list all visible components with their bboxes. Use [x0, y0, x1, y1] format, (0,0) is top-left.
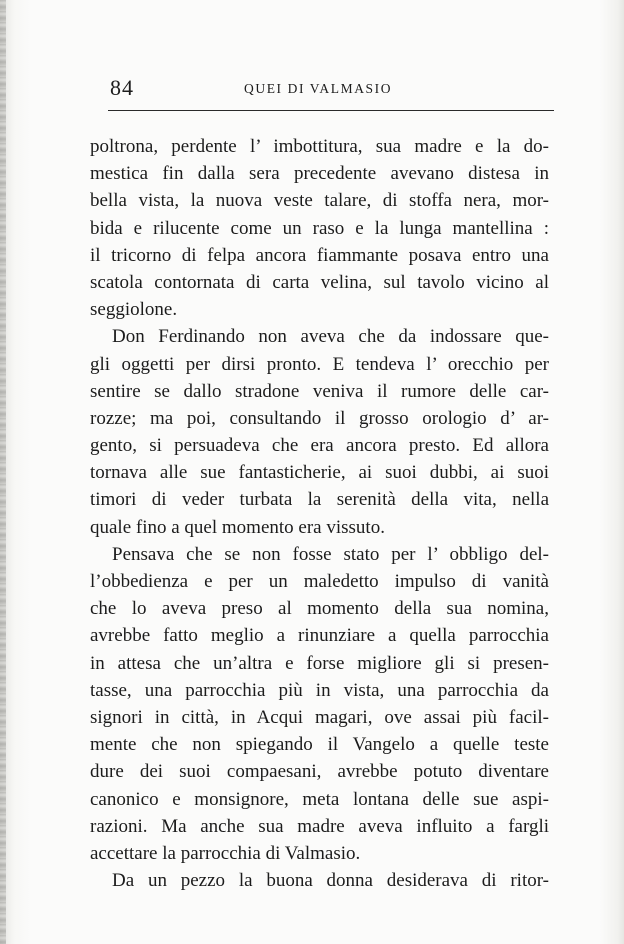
text-line: gli oggetti per dirsi pronto. E tendeva l’ orecchio per [90, 353, 549, 375]
paragraph-start-line: Da un pezzo la buona donna desiderava di ritor- [112, 870, 549, 892]
text-line: razioni. Ma anche sua madre aveva influito a fargli [90, 815, 549, 837]
text-line: scatola contornata di carta velina, sul tavolo vicino al [90, 271, 549, 293]
text-line: canonico e monsignore, meta lontana delle sue aspi- [90, 788, 549, 810]
text-line: accettare la parrocchia di Valmasio. [90, 842, 361, 864]
page-number: 84 [110, 75, 134, 100]
text-line: bella vista, la nuova veste talare, di stoffa nera, mor- [90, 190, 549, 212]
running-title: QUEI DI VALMASIO [244, 81, 393, 96]
text-line: sentire se dallo stradone veniva il rumore delle car- [90, 380, 549, 402]
paragraph-start-line: Pensava che se non fosse stato per l’ obbligo del- [112, 543, 549, 565]
text-line: seggiolone. [90, 299, 178, 321]
text-line: poltrona, perdente l’ imbottitura, sua madre e la do- [90, 136, 549, 157]
text-line: signori in città, in Acqui magari, ove assai più facil- [90, 706, 549, 728]
text-line: il tricorno di felpa ancora fiammante posava entro una [90, 244, 549, 266]
text-line: l’obbedienza e per un maledetto impulso di vanità [90, 571, 549, 592]
text-line: timori di veder turbata la serenità della vita, nella [90, 489, 549, 511]
header-rule [108, 110, 554, 111]
text-line: tasse, una parrocchia più in vista, una parrocchia da [90, 679, 549, 701]
text-line: dure dei suoi compaesani, avrebbe potuto diventare [90, 761, 549, 783]
body-text [90, 133, 549, 894]
text-line: mestica fin dalla sera precedente avevano distesa in [90, 163, 549, 185]
text-line: che lo aveva preso al momento della sua nomina, [90, 598, 549, 620]
page-binding-edge [0, 0, 6, 944]
page-header [110, 74, 552, 104]
text-line: avrebbe fatto meglio a rinunziare a quella parrocchia [90, 625, 549, 647]
text-line: quale fino a quel momento era vissuto. [90, 516, 385, 538]
text-line: tornava alle sue fantasticherie, ai suoi dubbi, ai suoi [90, 462, 549, 484]
text-line: in attesa che un’altra e forse migliore gli si presen- [90, 652, 549, 674]
paragraph-start-line: Don Ferdinando non aveva che da indossare que- [112, 326, 549, 348]
text-line: rozze; ma poi, consultando il grosso orologio d’ ar- [90, 407, 549, 429]
text-line: gento, si persuadeva che era ancora presto. Ed allora [90, 435, 549, 457]
text-line: bida e rilucente come un raso e la lunga mantellina : [90, 217, 549, 239]
text-line: mente che non spiegando il Vangelo a quelle teste [90, 734, 549, 756]
